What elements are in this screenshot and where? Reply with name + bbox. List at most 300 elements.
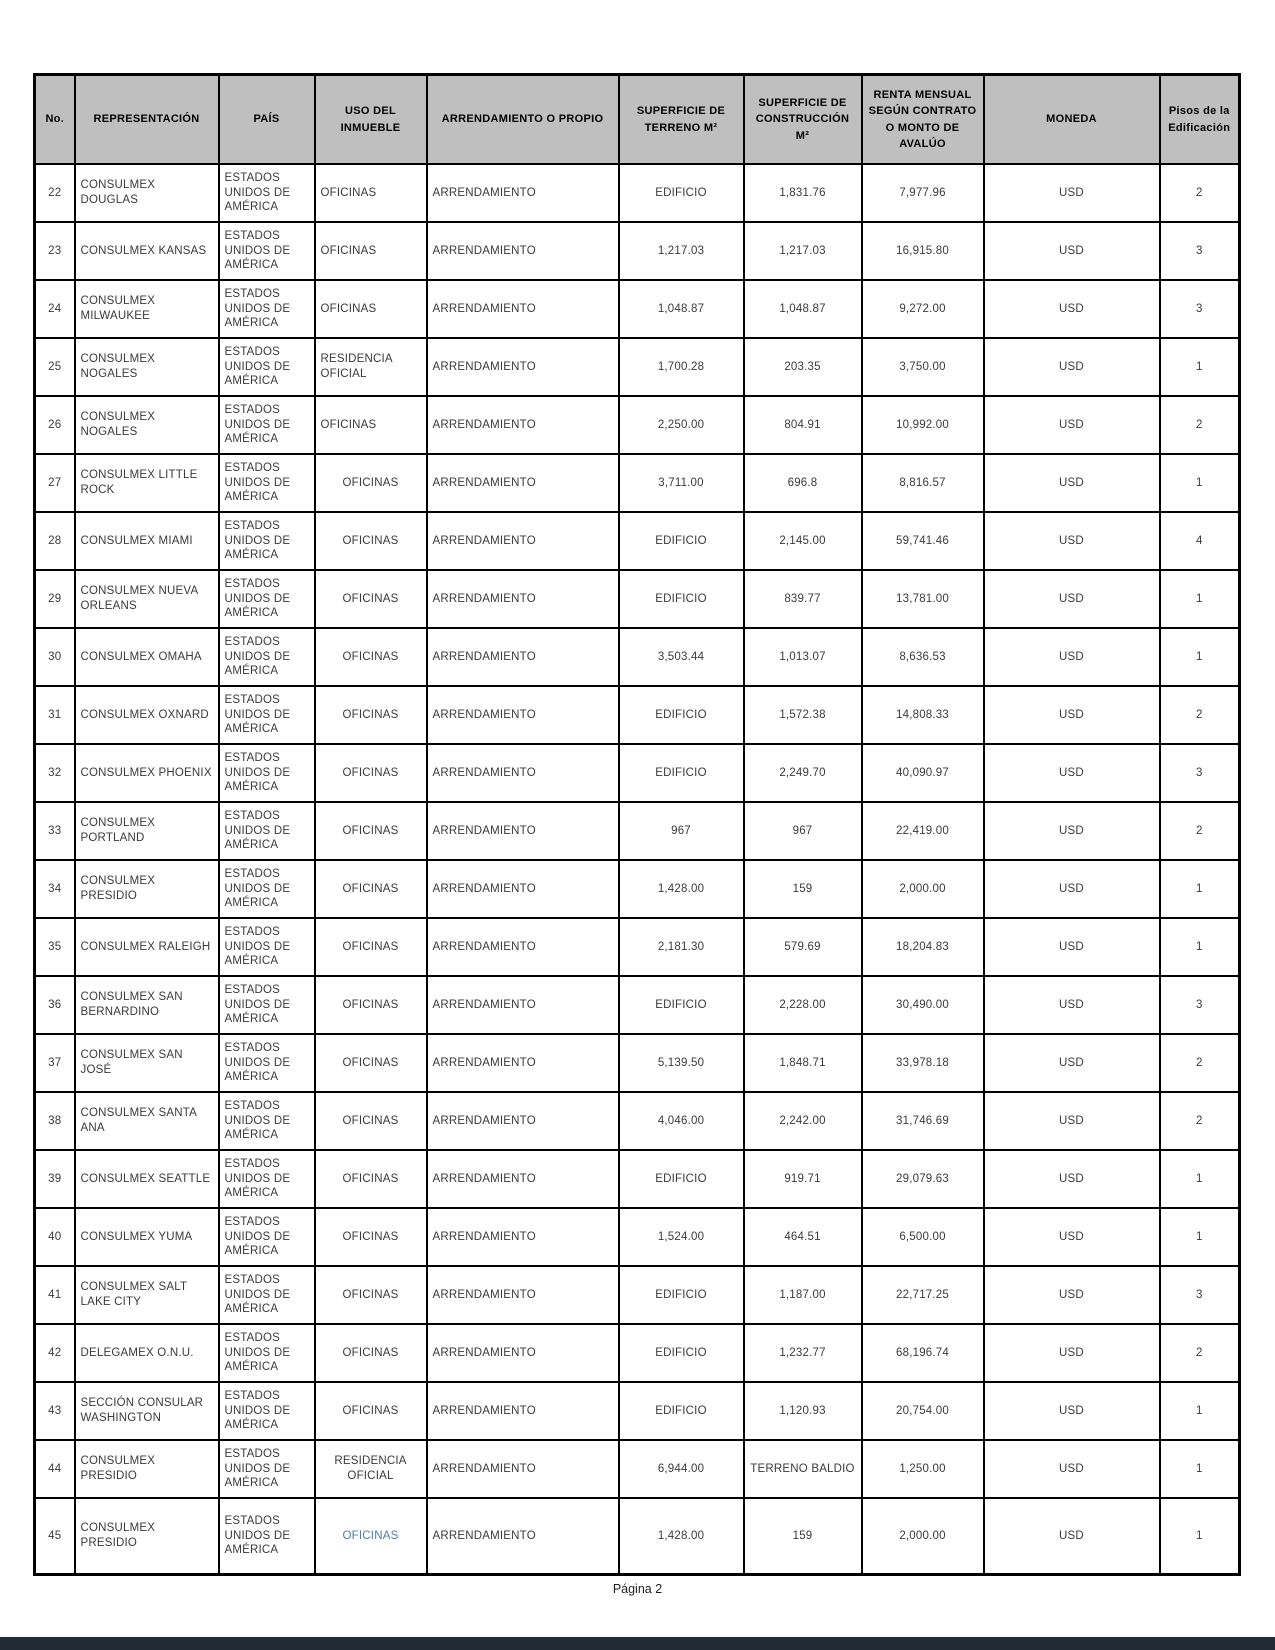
cell-uso-inmueble: [315, 1324, 427, 1382]
cell-arrendamiento-propio: ARRENDAMIENTO: [427, 1150, 619, 1208]
cell-arrendamiento-propio: ARRENDAMIENTO: [427, 164, 619, 222]
col-header-arrendamiento-propio: ARRENDAMIENTO O PROPIO: [427, 75, 619, 165]
cell-moneda: USD: [984, 686, 1160, 744]
cell-renta-mensual: 59,741.46: [862, 512, 984, 570]
cell-uso-inmueble: [315, 1440, 427, 1498]
cell-no: 34: [35, 860, 75, 918]
cell-renta-mensual: 40,090.97: [862, 744, 984, 802]
table-header: [35, 75, 1240, 165]
cell-uso-inmueble: [315, 744, 427, 802]
cell-renta-mensual: 16,915.80: [862, 222, 984, 280]
cell-superficie-construccion: 1,831.76: [744, 164, 862, 222]
cell-pisos: 1: [1160, 570, 1240, 628]
cell-superficie-terreno: 2,181.30: [619, 918, 744, 976]
cell-uso-inmueble: [315, 918, 427, 976]
cell-superficie-construccion: 1,187.00: [744, 1266, 862, 1324]
cell-representacion: CONSULMEX SANTA ANA: [75, 1092, 219, 1150]
cell-representacion: CONSULMEX NOGALES: [75, 396, 219, 454]
cell-pais: ESTADOS UNIDOS DE AMÉRICA: [219, 512, 315, 570]
cell-superficie-terreno: EDIFICIO: [619, 976, 744, 1034]
cell-pais: ESTADOS UNIDOS DE AMÉRICA: [219, 1324, 315, 1382]
cell-superficie-construccion: 1,217.03: [744, 222, 862, 280]
cell-no: 22: [35, 164, 75, 222]
cell-superficie-terreno: 6,944.00: [619, 1440, 744, 1498]
col-header-pisos: Pisos de la Edificación: [1160, 75, 1240, 165]
cell-pais: ESTADOS UNIDOS DE AMÉRICA: [219, 1440, 315, 1498]
cell-pais: ESTADOS UNIDOS DE AMÉRICA: [219, 744, 315, 802]
cell-pisos: 2: [1160, 686, 1240, 744]
cell-uso-inmueble: [315, 1382, 427, 1440]
cell-pisos: 1: [1160, 338, 1240, 396]
header-row: [35, 75, 1240, 165]
cell-superficie-terreno: 1,428.00: [619, 860, 744, 918]
cell-pisos: 1: [1160, 628, 1240, 686]
cell-pisos: 1: [1160, 454, 1240, 512]
cell-representacion: CONSULMEX DOUGLAS: [75, 164, 219, 222]
cell-pisos: 2: [1160, 1034, 1240, 1092]
cell-superficie-terreno: 2,250.00: [619, 396, 744, 454]
cell-moneda: USD: [984, 222, 1160, 280]
cell-superficie-terreno: EDIFICIO: [619, 744, 744, 802]
cell-pais: ESTADOS UNIDOS DE AMÉRICA: [219, 918, 315, 976]
cell-superficie-terreno: 3,711.00: [619, 454, 744, 512]
cell-pisos: 1: [1160, 1382, 1240, 1440]
cell-pais: ESTADOS UNIDOS DE AMÉRICA: [219, 338, 315, 396]
table-row: [35, 1034, 1240, 1092]
cell-renta-mensual: 14,808.33: [862, 686, 984, 744]
cell-representacion: CONSULMEX PHOENIX: [75, 744, 219, 802]
uso-text: OFICINAS: [342, 1114, 399, 1127]
cell-pais: ESTADOS UNIDOS DE AMÉRICA: [219, 1382, 315, 1440]
cell-moneda: USD: [984, 1440, 1160, 1498]
table-row: [35, 454, 1240, 512]
cell-no: 45: [35, 1498, 75, 1575]
cell-superficie-construccion: 919.71: [744, 1150, 862, 1208]
cell-representacion: CONSULMEX MIAMI: [75, 512, 219, 570]
cell-moneda: USD: [984, 396, 1160, 454]
cell-arrendamiento-propio: ARRENDAMIENTO: [427, 802, 619, 860]
cell-superficie-construccion: 203.35: [744, 338, 862, 396]
cell-moneda: USD: [984, 1034, 1160, 1092]
cell-uso-inmueble: [315, 280, 427, 338]
cell-superficie-construccion: 1,572.38: [744, 686, 862, 744]
col-header-renta-mensual: RENTA MENSUAL SEGÚN CONTRATO O MONTO DE AVALÚO: [862, 75, 984, 165]
cell-superficie-terreno: EDIFICIO: [619, 1266, 744, 1324]
cell-renta-mensual: 10,992.00: [862, 396, 984, 454]
cell-moneda: USD: [984, 1382, 1160, 1440]
cell-moneda: USD: [984, 512, 1160, 570]
cell-moneda: USD: [984, 454, 1160, 512]
cell-arrendamiento-propio: ARRENDAMIENTO: [427, 1092, 619, 1150]
cell-pais: ESTADOS UNIDOS DE AMÉRICA: [219, 222, 315, 280]
cell-representacion: CONSULMEX PORTLAND: [75, 802, 219, 860]
cell-renta-mensual: 68,196.74: [862, 1324, 984, 1382]
cell-moneda: USD: [984, 164, 1160, 222]
cell-pais: ESTADOS UNIDOS DE AMÉRICA: [219, 1150, 315, 1208]
table-row: [35, 918, 1240, 976]
cell-moneda: USD: [984, 1498, 1160, 1575]
cell-uso-inmueble: [315, 396, 427, 454]
cell-arrendamiento-propio: ARRENDAMIENTO: [427, 1498, 619, 1575]
uso-text: OFICINAS: [342, 534, 399, 547]
cell-pais: ESTADOS UNIDOS DE AMÉRICA: [219, 976, 315, 1034]
cell-pisos: 1: [1160, 1498, 1240, 1575]
cell-superficie-terreno: EDIFICIO: [619, 164, 744, 222]
cell-no: 37: [35, 1034, 75, 1092]
table-row: [35, 512, 1240, 570]
cell-representacion: CONSULMEX SALT LAKE CITY: [75, 1266, 219, 1324]
cell-moneda: USD: [984, 802, 1160, 860]
cell-renta-mensual: 22,717.25: [862, 1266, 984, 1324]
table-body: [35, 164, 1240, 1575]
uso-text: OFICINAS: [320, 302, 377, 315]
cell-renta-mensual: 22,419.00: [862, 802, 984, 860]
cell-pisos: 2: [1160, 1324, 1240, 1382]
col-header-superficie-construccion: SUPERFICIE DE CONSTRUCCIÓN M²: [744, 75, 862, 165]
cell-superficie-construccion: 2,145.00: [744, 512, 862, 570]
cell-no: 33: [35, 802, 75, 860]
uso-text: OFICINAS: [342, 1288, 399, 1301]
cell-representacion: CONSULMEX NUEVA ORLEANS: [75, 570, 219, 628]
cell-arrendamiento-propio: ARRENDAMIENTO: [427, 1034, 619, 1092]
cell-renta-mensual: 6,500.00: [862, 1208, 984, 1266]
cell-no: 26: [35, 396, 75, 454]
table-row: [35, 1150, 1240, 1208]
cell-uso-inmueble: [315, 1150, 427, 1208]
cell-superficie-terreno: 3,503.44: [619, 628, 744, 686]
table-row: [35, 280, 1240, 338]
cell-uso-inmueble: [315, 1092, 427, 1150]
cell-moneda: USD: [984, 338, 1160, 396]
cell-renta-mensual: 2,000.00: [862, 860, 984, 918]
cell-superficie-terreno: 1,428.00: [619, 1498, 744, 1575]
cell-pisos: 2: [1160, 802, 1240, 860]
uso-text: OFICINAS: [342, 1172, 399, 1185]
cell-pais: ESTADOS UNIDOS DE AMÉRICA: [219, 860, 315, 918]
cell-pisos: 1: [1160, 918, 1240, 976]
cell-arrendamiento-propio: ARRENDAMIENTO: [427, 512, 619, 570]
uso-text: OFICINAS: [320, 186, 377, 199]
cell-renta-mensual: 7,977.96: [862, 164, 984, 222]
table-row: [35, 1324, 1240, 1382]
uso-text: RESIDENCIA OFICIAL: [334, 1455, 407, 1482]
cell-uso-inmueble: [315, 628, 427, 686]
cell-pisos: 3: [1160, 280, 1240, 338]
cell-representacion: CONSULMEX LITTLE ROCK: [75, 454, 219, 512]
uso-text: OFICINAS: [342, 766, 399, 779]
cell-arrendamiento-propio: ARRENDAMIENTO: [427, 744, 619, 802]
uso-text: OFICINAS: [342, 708, 399, 721]
cell-representacion: CONSULMEX YUMA: [75, 1208, 219, 1266]
cell-superficie-terreno: EDIFICIO: [619, 1382, 744, 1440]
cell-representacion: CONSULMEX PRESIDIO: [75, 1498, 219, 1575]
cell-renta-mensual: 2,000.00: [862, 1498, 984, 1575]
cell-superficie-terreno: 4,046.00: [619, 1092, 744, 1150]
col-header-moneda: MONEDA: [984, 75, 1160, 165]
cell-superficie-terreno: EDIFICIO: [619, 1150, 744, 1208]
cell-renta-mensual: 31,746.69: [862, 1092, 984, 1150]
cell-no: 23: [35, 222, 75, 280]
cell-superficie-terreno: 1,217.03: [619, 222, 744, 280]
cell-representacion: CONSULMEX SAN BERNARDINO: [75, 976, 219, 1034]
cell-representacion: CONSULMEX PRESIDIO: [75, 860, 219, 918]
cell-pais: ESTADOS UNIDOS DE AMÉRICA: [219, 1092, 315, 1150]
cell-superficie-terreno: 967: [619, 802, 744, 860]
cell-pais: ESTADOS UNIDOS DE AMÉRICA: [219, 628, 315, 686]
cell-uso-inmueble: [315, 1034, 427, 1092]
cell-arrendamiento-propio: ARRENDAMIENTO: [427, 338, 619, 396]
cell-superficie-construccion: 1,848.71: [744, 1034, 862, 1092]
table-row: [35, 338, 1240, 396]
cell-uso-inmueble: [315, 1498, 427, 1575]
cell-uso-inmueble: [315, 164, 427, 222]
cell-no: 28: [35, 512, 75, 570]
cell-superficie-terreno: 1,700.28: [619, 338, 744, 396]
cell-no: 43: [35, 1382, 75, 1440]
cell-representacion: CONSULMEX SEATTLE: [75, 1150, 219, 1208]
table-row: [35, 744, 1240, 802]
cell-pisos: 3: [1160, 976, 1240, 1034]
table-row: [35, 222, 1240, 280]
cell-representacion: DELEGAMEX O.N.U.: [75, 1324, 219, 1382]
cell-representacion: SECCIÓN CONSULAR WASHINGTON: [75, 1382, 219, 1440]
cell-representacion: CONSULMEX OMAHA: [75, 628, 219, 686]
cell-representacion: CONSULMEX SAN JOSÉ: [75, 1034, 219, 1092]
cell-pisos: 1: [1160, 1208, 1240, 1266]
uso-text: OFICINAS: [342, 824, 399, 837]
uso-text: OFICINAS: [342, 1056, 399, 1069]
uso-text: OFICINAS: [342, 650, 399, 663]
cell-pisos: 2: [1160, 1092, 1240, 1150]
cell-pais: ESTADOS UNIDOS DE AMÉRICA: [219, 1498, 315, 1575]
cell-renta-mensual: 20,754.00: [862, 1382, 984, 1440]
cell-uso-inmueble: [315, 570, 427, 628]
cell-moneda: USD: [984, 1208, 1160, 1266]
cell-renta-mensual: 1,250.00: [862, 1440, 984, 1498]
table-row: [35, 1382, 1240, 1440]
cell-superficie-construccion: 1,120.93: [744, 1382, 862, 1440]
cell-renta-mensual: 29,079.63: [862, 1150, 984, 1208]
cell-uso-inmueble: [315, 976, 427, 1034]
cell-no: 40: [35, 1208, 75, 1266]
cell-pisos: 3: [1160, 1266, 1240, 1324]
cell-renta-mensual: 3,750.00: [862, 338, 984, 396]
col-header-pais: PAÍS: [219, 75, 315, 165]
cell-superficie-construccion: 2,242.00: [744, 1092, 862, 1150]
table-row: [35, 976, 1240, 1034]
cell-moneda: USD: [984, 1150, 1160, 1208]
cell-renta-mensual: 30,490.00: [862, 976, 984, 1034]
uso-text: OFICINAS: [342, 940, 399, 953]
table-row: [35, 1208, 1240, 1266]
cell-arrendamiento-propio: ARRENDAMIENTO: [427, 1266, 619, 1324]
uso-text: OFICINAS: [342, 592, 399, 605]
table-row: [35, 1092, 1240, 1150]
cell-renta-mensual: 8,636.53: [862, 628, 984, 686]
table-row: [35, 628, 1240, 686]
uso-text: OFICINAS: [342, 476, 399, 489]
cell-uso-inmueble: [315, 860, 427, 918]
cell-uso-inmueble: [315, 454, 427, 512]
table-row: [35, 1440, 1240, 1498]
cell-moneda: USD: [984, 280, 1160, 338]
cell-superficie-construccion: 1,048.87: [744, 280, 862, 338]
cell-moneda: USD: [984, 628, 1160, 686]
cell-superficie-construccion: 2,228.00: [744, 976, 862, 1034]
cell-no: 32: [35, 744, 75, 802]
cell-no: 41: [35, 1266, 75, 1324]
cell-uso-inmueble: [315, 338, 427, 396]
page-number-label: Página 2: [612, 1582, 663, 1596]
cell-representacion: CONSULMEX PRESIDIO: [75, 1440, 219, 1498]
oficinas-link[interactable]: OFICINAS: [342, 1529, 399, 1542]
table-row: [35, 1266, 1240, 1324]
cell-moneda: USD: [984, 976, 1160, 1034]
cell-no: 27: [35, 454, 75, 512]
cell-superficie-construccion: 159: [744, 1498, 862, 1575]
cell-arrendamiento-propio: ARRENDAMIENTO: [427, 1440, 619, 1498]
cell-superficie-terreno: 1,048.87: [619, 280, 744, 338]
cell-pisos: 3: [1160, 222, 1240, 280]
table-row: [35, 802, 1240, 860]
cell-no: 30: [35, 628, 75, 686]
cell-no: 31: [35, 686, 75, 744]
table-row: [35, 686, 1240, 744]
table-row: [35, 396, 1240, 454]
cell-pais: ESTADOS UNIDOS DE AMÉRICA: [219, 454, 315, 512]
col-header-uso-inmueble: USO DEL INMUEBLE: [315, 75, 427, 165]
uso-text: OFICINAS: [342, 882, 399, 895]
cell-moneda: USD: [984, 918, 1160, 976]
cell-moneda: USD: [984, 744, 1160, 802]
cell-no: 29: [35, 570, 75, 628]
cell-uso-inmueble: [315, 222, 427, 280]
cell-arrendamiento-propio: ARRENDAMIENTO: [427, 860, 619, 918]
col-header-representacion: REPRESENTACIÓN: [75, 75, 219, 165]
cell-uso-inmueble: [315, 512, 427, 570]
cell-representacion: CONSULMEX MILWAUKEE: [75, 280, 219, 338]
cell-arrendamiento-propio: ARRENDAMIENTO: [427, 686, 619, 744]
cell-superficie-construccion: 159: [744, 860, 862, 918]
cell-representacion: CONSULMEX RALEIGH: [75, 918, 219, 976]
cell-arrendamiento-propio: ARRENDAMIENTO: [427, 1208, 619, 1266]
cell-superficie-construccion: 839.77: [744, 570, 862, 628]
cell-pais: ESTADOS UNIDOS DE AMÉRICA: [219, 1266, 315, 1324]
cell-no: 25: [35, 338, 75, 396]
cell-superficie-terreno: EDIFICIO: [619, 686, 744, 744]
cell-arrendamiento-propio: ARRENDAMIENTO: [427, 1324, 619, 1382]
cell-no: 44: [35, 1440, 75, 1498]
cell-moneda: USD: [984, 1324, 1160, 1382]
uso-text: OFICINAS: [342, 1230, 399, 1243]
cell-no: 42: [35, 1324, 75, 1382]
cell-pisos: 2: [1160, 396, 1240, 454]
cell-superficie-construccion: TERRENO BALDIO: [744, 1440, 862, 1498]
cell-pais: ESTADOS UNIDOS DE AMÉRICA: [219, 802, 315, 860]
cell-pais: ESTADOS UNIDOS DE AMÉRICA: [219, 570, 315, 628]
cell-superficie-construccion: 1,232.77: [744, 1324, 862, 1382]
cell-no: 38: [35, 1092, 75, 1150]
cell-pisos: 1: [1160, 860, 1240, 918]
cell-no: 36: [35, 976, 75, 1034]
cell-moneda: USD: [984, 1092, 1160, 1150]
cell-arrendamiento-propio: ARRENDAMIENTO: [427, 918, 619, 976]
cell-moneda: USD: [984, 570, 1160, 628]
cell-pisos: 4: [1160, 512, 1240, 570]
cell-pais: ESTADOS UNIDOS DE AMÉRICA: [219, 686, 315, 744]
cell-uso-inmueble: [315, 802, 427, 860]
cell-arrendamiento-propio: ARRENDAMIENTO: [427, 396, 619, 454]
cell-superficie-terreno: 5,139.50: [619, 1034, 744, 1092]
cell-moneda: USD: [984, 860, 1160, 918]
cell-arrendamiento-propio: ARRENDAMIENTO: [427, 280, 619, 338]
cell-arrendamiento-propio: ARRENDAMIENTO: [427, 1382, 619, 1440]
cell-representacion: CONSULMEX NOGALES: [75, 338, 219, 396]
cell-pais: ESTADOS UNIDOS DE AMÉRICA: [219, 280, 315, 338]
cell-uso-inmueble: [315, 1266, 427, 1324]
cell-representacion: CONSULMEX KANSAS: [75, 222, 219, 280]
uso-text: OFICINAS: [320, 418, 377, 431]
cell-superficie-terreno: EDIFICIO: [619, 512, 744, 570]
table-row: [35, 570, 1240, 628]
uso-text: OFICINAS: [342, 1346, 399, 1359]
cell-uso-inmueble: [315, 686, 427, 744]
cell-arrendamiento-propio: ARRENDAMIENTO: [427, 222, 619, 280]
cell-renta-mensual: 33,978.18: [862, 1034, 984, 1092]
cell-pisos: 1: [1160, 1440, 1240, 1498]
cell-renta-mensual: 9,272.00: [862, 280, 984, 338]
uso-text: OFICINAS: [320, 244, 377, 257]
cell-moneda: USD: [984, 1266, 1160, 1324]
cell-pisos: 3: [1160, 744, 1240, 802]
col-header-superficie-terreno: SUPERFICIE DE TERRENO M²: [619, 75, 744, 165]
cell-uso-inmueble: [315, 1208, 427, 1266]
cell-pisos: 2: [1160, 164, 1240, 222]
cell-superficie-construccion: 967: [744, 802, 862, 860]
cell-superficie-construccion: 1,013.07: [744, 628, 862, 686]
cell-superficie-terreno: EDIFICIO: [619, 1324, 744, 1382]
bottom-bar: [0, 1637, 1275, 1650]
cell-pais: ESTADOS UNIDOS DE AMÉRICA: [219, 1208, 315, 1266]
cell-superficie-construccion: 464.51: [744, 1208, 862, 1266]
cell-superficie-construccion: 804.91: [744, 396, 862, 454]
table-row: [35, 1498, 1240, 1575]
uso-text: OFICINAS: [342, 998, 399, 1011]
cell-renta-mensual: 8,816.57: [862, 454, 984, 512]
cell-superficie-construccion: 579.69: [744, 918, 862, 976]
cell-arrendamiento-propio: ARRENDAMIENTO: [427, 454, 619, 512]
cell-renta-mensual: 13,781.00: [862, 570, 984, 628]
cell-superficie-construccion: 2,249.70: [744, 744, 862, 802]
cell-no: 39: [35, 1150, 75, 1208]
cell-renta-mensual: 18,204.83: [862, 918, 984, 976]
col-header-no: No.: [35, 75, 75, 165]
cell-superficie-construccion: 696.8: [744, 454, 862, 512]
cell-pais: ESTADOS UNIDOS DE AMÉRICA: [219, 396, 315, 454]
table-row: [35, 860, 1240, 918]
cell-superficie-terreno: EDIFICIO: [619, 570, 744, 628]
cell-superficie-terreno: 1,524.00: [619, 1208, 744, 1266]
cell-arrendamiento-propio: ARRENDAMIENTO: [427, 976, 619, 1034]
cell-arrendamiento-propio: ARRENDAMIENTO: [427, 570, 619, 628]
cell-representacion: CONSULMEX OXNARD: [75, 686, 219, 744]
uso-text: RESIDENCIA OFICIAL: [320, 353, 393, 380]
cell-no: 24: [35, 280, 75, 338]
uso-text: OFICINAS: [342, 1404, 399, 1417]
table-row: [35, 164, 1240, 222]
cell-no: 35: [35, 918, 75, 976]
cell-pisos: 1: [1160, 1150, 1240, 1208]
